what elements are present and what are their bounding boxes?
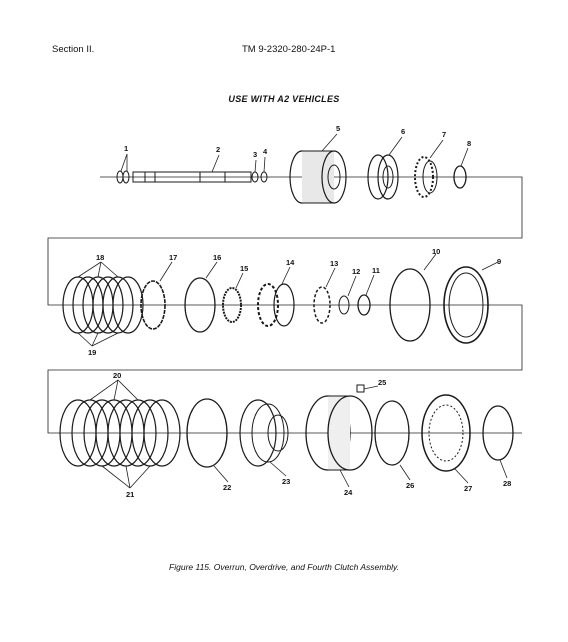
callout-4: 4 <box>263 147 268 156</box>
callout-17: 17 <box>169 253 178 262</box>
callout-14: 14 <box>286 258 295 267</box>
callout-7: 7 <box>442 130 447 139</box>
centerline <box>48 177 522 433</box>
callout-22: 22 <box>223 483 232 492</box>
callout-12: 12 <box>352 267 361 276</box>
part-25-bleed-valve <box>357 385 364 392</box>
callout-18: 18 <box>96 253 105 262</box>
callout-2: 2 <box>216 145 221 154</box>
tm-number: TM 9-2320-280-24P-1 <box>242 44 336 55</box>
callout-19: 19 <box>88 348 97 357</box>
callout-9: 9 <box>497 257 502 266</box>
callout-27: 27 <box>464 484 473 493</box>
callout-25: 25 <box>378 378 387 387</box>
callout-28: 28 <box>503 479 512 488</box>
callout-26: 26 <box>406 481 415 490</box>
callout-3: 3 <box>253 150 258 159</box>
section-label: Section II. <box>52 44 95 55</box>
callout-1: 1 <box>124 144 129 153</box>
figure-caption: Figure 115. Overrun, Overdrive, and Fourth Clutch Assembly. <box>169 562 399 572</box>
callout-23: 23 <box>282 477 291 486</box>
callout-5: 5 <box>336 124 341 133</box>
callout-15: 15 <box>240 264 249 273</box>
callout-13: 13 <box>330 259 339 268</box>
callout-16: 16 <box>213 253 222 262</box>
callout-10: 10 <box>432 247 441 256</box>
callout-11: 11 <box>372 266 380 275</box>
callout-21: 21 <box>126 490 135 499</box>
callout-20: 20 <box>113 371 122 380</box>
diagram-subtitle: USE WITH A2 VEHICLES <box>228 94 340 104</box>
callout-8: 8 <box>467 139 472 148</box>
callout-24: 24 <box>344 488 353 497</box>
callout-6: 6 <box>401 127 406 136</box>
